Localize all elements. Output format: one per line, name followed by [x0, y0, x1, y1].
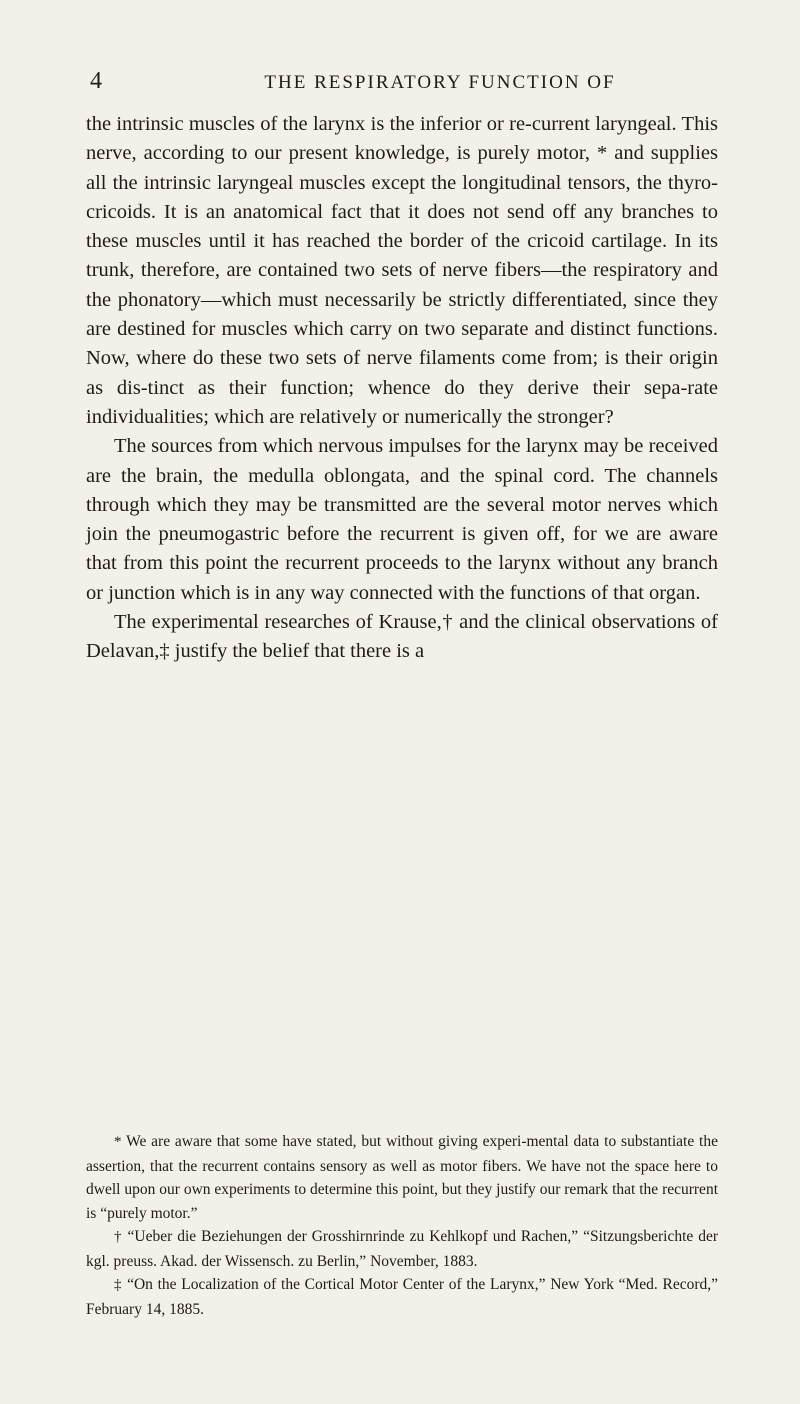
paragraph-1: the intrinsic muscles of the larynx is the inferior or re-current laryngeal. This nerve, according to our present knowledge, is purely motor, * and supplies all the intrinsic laryngeal muscles except the longitudinal tensors, the thyro-cricoids. It is an anatomical fact that it does not send off any branches to these muscles until it has reached the border of the cricoid cartilage. In its trunk, therefore, are contained two sets of nerve fibers—the respiratory and the phonatory—which must necessarily be strictly differentiated, since they are destined for muscles which carry on two separate and distinct functions. Now, where do these two sets of nerve filaments come from; is their origin as dis-tinct as their function; whence do they derive their sepa-rate individualities; which are relatively or numerically the stronger?	[86, 113, 718, 428]
paragraph-3: The experimental researches of Krause,† and the clinical observations of Delavan,‡ justify the belief that there is a	[86, 611, 718, 663]
footnotes	[86, 1130, 718, 1321]
footnote-2	[86, 1225, 718, 1273]
footnote-1-text: We are aware that some have stated, but without giving experi-mental data to substantiate the assertion, that the recurrent contains sensory as well as motor fibers. We have not the space here to dwell upon our own experiments to determine this point, but they justify our remark that the recurrent is “purely motor.”	[86, 1133, 718, 1222]
page-number: 4	[90, 68, 103, 94]
footnote-3-text: “On the Localization of the Cortical Motor Center of the Larynx,” New York “Med. Record,” February 14, 1885.	[86, 1276, 719, 1318]
body-text	[86, 110, 718, 667]
paragraph-2: The sources from which nervous impulses for the larynx may be received are the brain, the medulla oblongata, and the spinal cord. The channels through which they may be transmitted are the several motor nerves which join the pneumogastric before the recurrent is given off, for we are aware that from this point the recurrent proceeds to the larynx without any branch or junction which is in any way connected with the functions of that organ.	[86, 435, 718, 604]
footnote-3-mark: ‡	[114, 1277, 123, 1293]
footnote-2-mark: †	[114, 1229, 123, 1245]
footnote-3	[86, 1273, 718, 1321]
page-header	[90, 68, 730, 94]
footnote-2-text: “Ueber die Beziehungen der Grosshirnrinde zu Kehlkopf und Rachen,” “Sitzungsberichte der kgl. preuss. Akad. der Wissensch. zu Berlin,” November, 1883.	[86, 1228, 718, 1270]
running-title: THE RESPIRATORY FUNCTION OF	[264, 72, 616, 93]
footnote-1-mark: *	[114, 1134, 122, 1150]
footnote-1	[86, 1130, 718, 1225]
